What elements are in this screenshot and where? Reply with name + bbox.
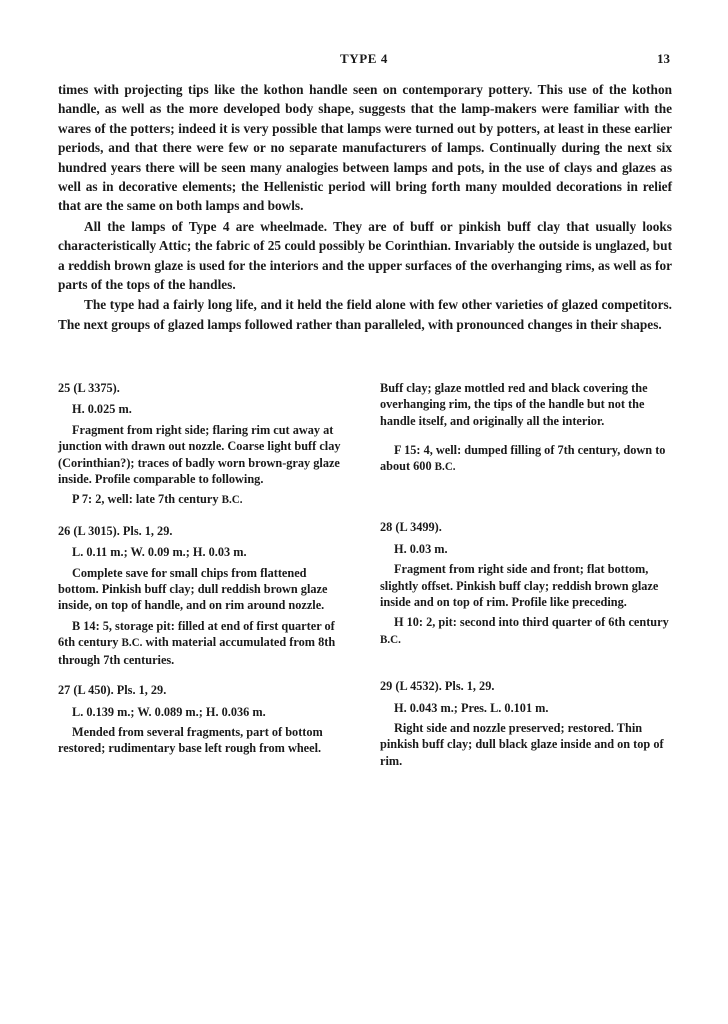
running-title: TYPE 4 — [339, 51, 389, 66]
catalogue-column-right — [380, 380, 672, 783]
entry-dimensions: H. 0.03 m. — [394, 541, 448, 556]
body-paragraph: All the lamps of Type 4 are wheelmade. They are of buff or pinkish buff clay that usually looks characteristically Attic; the fabric of 25 could possibly be Corinthian. Invariably the outside is unglazed, but a reddish brown glaze is used for the interiors and the upper surfaces of the overhanging rims, as well as for parts of the tops of the handles. — [58, 218, 672, 293]
entry-heading: 28 (L 3499). — [380, 520, 442, 535]
catalogue-column-left — [58, 380, 350, 771]
era-label: B.C. — [434, 460, 456, 473]
entry-description: Right side and nozzle preserved; restored. Thin pinkish buff clay; dull black glaze inside and on top of rim. — [380, 720, 664, 768]
entry-description: Fragment from right side; flaring rim cut away at junction with drawn out nozzle. Coarse light buff clay (Corinthian?); traces of badly worn brown-gray glaze inside. Profile comparable to following. — [58, 422, 341, 487]
entry-description: Fragment from right side and front; flat bottom, slightly offset. Pinkish buff clay; reddish brown glaze inside and on top of rim. Profile like preceding. — [380, 562, 659, 609]
catalogue-entry-27 — [58, 682, 350, 757]
catalogue-entry-29 — [380, 678, 672, 769]
entry-dimensions: H. 0.043 m.; Pres. L. 0.101 m. — [394, 700, 549, 715]
body-paragraph: times with projecting tips like the kothon handle seen on contemporary pottery. This use of the kothon handle, as well as the more developed body shape, suggests that the lamp-makers were familiar with the wares of the potters; indeed it is very possible that lamps were turned out by potters, at least in these earlier periods, and that there were few or no separate manufacturers of lamps. Continually during the next six hundred years there will be seen many analogies between lamps and pots, in the use of clays and glazes as well as in decorative elements; the Hellenistic period will bring forth many moulded decorations in relief that are the same on both lamps and bowls. — [58, 82, 672, 214]
entry-description: Complete save for small chips from flattened bottom. Pinkish buff clay; dull reddish brown glaze inside, on top of handle, and on rim around nozzle. — [58, 565, 328, 613]
body-text — [58, 80, 672, 334]
era-label: B.C. — [221, 494, 243, 507]
entry-findspot: F 15: 4, well: dumped filling of 7th century, down to about 600 B.C. — [380, 442, 666, 473]
entry-heading: 26 (L 3015). Pls. 1, 29. — [58, 523, 173, 538]
entry-heading: 29 (L 4532). Pls. 1, 29. — [380, 679, 495, 694]
entry-dimensions: L. 0.11 m.; W. 0.09 m.; H. 0.03 m. — [72, 545, 247, 560]
page-number: 13 — [657, 51, 670, 66]
entry-description-continued: Buff clay; glaze mottled red and black covering the overhanging rim, the tips of the handle but not the handle itself, and originally all the interior. — [380, 381, 648, 428]
entry-dimensions: H. 0.025 m. — [72, 402, 132, 417]
entry-description: Mended from several fragments, part of bottom restored; rudimentary base left rough from wheel. — [58, 724, 323, 756]
era-label: B.C. — [380, 633, 401, 646]
entry-dimensions: L. 0.139 m.; W. 0.089 m.; H. 0.036 m. — [72, 704, 266, 719]
entry-findspot: P 7: 2, well: late 7th century B.C. — [72, 492, 243, 507]
entry-heading: 25 (L 3375). — [58, 381, 120, 395]
body-paragraph: The type had a fairly long life, and it held the field alone with few other varieties of glazed competitors. The next groups of glazed lamps followed rather than paralleled, with pronounced changes in their shapes. — [58, 297, 672, 332]
era-label: B.C. — [121, 637, 143, 650]
catalogue-entry-25 — [58, 380, 350, 509]
entry-findspot: H 10: 2, pit: second into third quarter of 6th century B.C. — [380, 615, 669, 646]
catalogue-entry-27-continued — [380, 380, 672, 475]
catalogue-entry-28 — [380, 519, 672, 648]
entry-heading: 27 (L 450). Pls. 1, 29. — [58, 683, 167, 698]
page-header — [58, 51, 670, 69]
entry-findspot: B 14: 5, storage pit: filled at end of first quarter of 6th century B.C. with material accumulated from 8th through 7th centuries. — [58, 618, 336, 667]
catalogue-entry-26 — [58, 523, 350, 668]
